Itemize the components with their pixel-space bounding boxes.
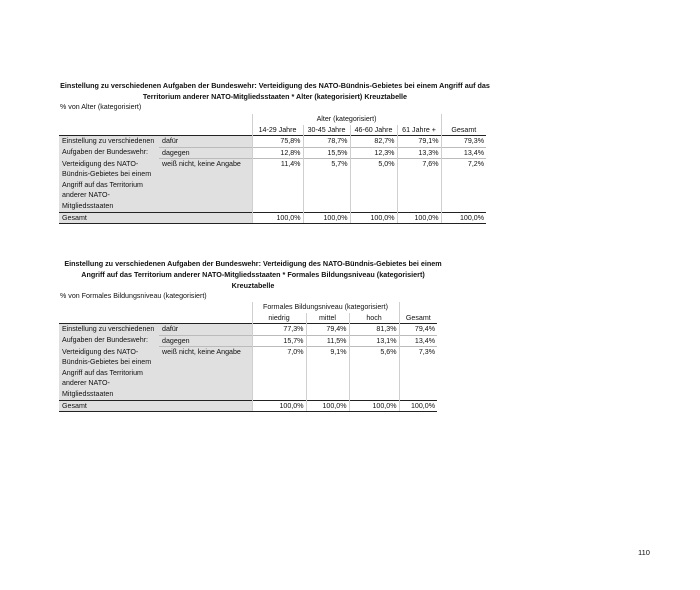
category-label: weiß nicht, keine Angabe xyxy=(159,347,252,401)
cell-value: 7,6% xyxy=(397,159,441,213)
table-row xyxy=(59,347,437,401)
table2-title-line1: Einstellung zu verschiedenen Aufgaben der Bundeswehr: Verteidigung des NATO-Bündnis-Gebietes bei einem xyxy=(64,259,442,268)
col-header: 61 Jahre + xyxy=(397,125,441,136)
col-header: niedrig xyxy=(252,313,306,324)
cell-value: 82,7% xyxy=(350,136,397,148)
row-label: Aufgaben der Bundeswehr: xyxy=(59,335,159,347)
row-label: Einstellung zu verschiedenen xyxy=(59,136,159,148)
cell-value: 5,7% xyxy=(303,159,350,213)
table2-title-line3: Kreuztabelle xyxy=(231,281,275,290)
cell-value: 77,3% xyxy=(252,324,306,336)
category-label: dafür xyxy=(159,324,252,336)
table1-note: % von Alter (kategorisiert) xyxy=(60,103,142,111)
cell-value: 9,1% xyxy=(306,347,349,401)
table2-title-line2: Angriff auf das Territorium anderer NATO-Mitgliedsstaaten * Formales Bildungsniveau (kategorisiert) xyxy=(81,270,425,279)
cell-value: 13,4% xyxy=(399,335,437,347)
cell-value: 100,0% xyxy=(306,400,349,412)
crosstab-age xyxy=(59,114,486,224)
cell-value: 79,1% xyxy=(397,136,441,148)
row-label: Verteidigung des NATO-Bündnis-Gebietes bei einem Angriff auf das Territorium anderer NATO-Mitgliedsstaaten xyxy=(59,347,159,401)
group-header: Formales Bildungsniveau (kategorisiert) xyxy=(252,302,399,313)
category-label: dagegen xyxy=(159,335,252,347)
col-header: hoch xyxy=(349,313,399,324)
table2-note: % von Formales Bildungsniveau (kategorisiert) xyxy=(60,292,207,300)
cell-value: 100,0% xyxy=(252,212,303,224)
table2-title xyxy=(58,258,448,291)
table-row xyxy=(59,159,486,213)
group-header: Alter (kategorisiert) xyxy=(252,114,441,125)
total-row xyxy=(59,212,486,224)
table-row xyxy=(59,136,486,148)
cell-value: 100,0% xyxy=(350,212,397,224)
cell-value: 79,4% xyxy=(399,324,437,336)
col-header: 46-60 Jahre xyxy=(350,125,397,136)
cell-value: 100,0% xyxy=(441,212,486,224)
cell-value: 7,0% xyxy=(252,347,306,401)
cell-value: 100,0% xyxy=(303,212,350,224)
cell-value: 81,3% xyxy=(349,324,399,336)
cell-value: 11,4% xyxy=(252,159,303,213)
row-label: Aufgaben der Bundeswehr: xyxy=(59,147,159,159)
cell-value: 15,7% xyxy=(252,335,306,347)
col-header: Gesamt xyxy=(399,313,437,324)
category-label: weiß nicht, keine Angabe xyxy=(159,159,252,213)
table1-title-line1: Einstellung zu verschiedenen Aufgaben der Bundeswehr: Verteidigung des NATO-Bündnis-Gebietes bei einem Angriff auf das xyxy=(60,81,490,90)
cell-value: 15,5% xyxy=(303,147,350,159)
col-header: Gesamt xyxy=(441,125,486,136)
table-row xyxy=(59,147,486,159)
col-header: 30-45 Jahre xyxy=(303,125,350,136)
cell-value: 100,0% xyxy=(399,400,437,412)
header-row-group xyxy=(59,114,486,125)
row-label: Einstellung zu verschiedenen xyxy=(59,324,159,336)
table-row xyxy=(59,335,437,347)
total-row xyxy=(59,400,437,412)
category-label: dafür xyxy=(159,136,252,148)
category-label: dagegen xyxy=(159,147,252,159)
cell-value: 78,7% xyxy=(303,136,350,148)
cell-value: 13,3% xyxy=(397,147,441,159)
cell-value: 100,0% xyxy=(397,212,441,224)
cell-value: 79,4% xyxy=(306,324,349,336)
cell-value: 75,8% xyxy=(252,136,303,148)
header-row-group xyxy=(59,302,437,313)
cell-value: 7,2% xyxy=(441,159,486,213)
col-header: 14-29 Jahre xyxy=(252,125,303,136)
page-number: 110 xyxy=(638,548,650,557)
crosstab-education xyxy=(59,302,437,412)
cell-value: 5,0% xyxy=(350,159,397,213)
total-label: Gesamt xyxy=(59,400,252,412)
cell-value: 13,1% xyxy=(349,335,399,347)
row-label: Verteidigung des NATO-Bündnis-Gebietes bei einem Angriff auf das Territorium anderer NATO-Mitgliedsstaaten xyxy=(59,159,159,213)
cell-value: 100,0% xyxy=(349,400,399,412)
table1-title xyxy=(55,80,495,102)
table-row xyxy=(59,324,437,336)
cell-value: 12,3% xyxy=(350,147,397,159)
cell-value: 11,5% xyxy=(306,335,349,347)
header-row-columns xyxy=(59,125,486,136)
table1-title-line2: Territorium anderer NATO-Mitgliedsstaaten * Alter (kategorisiert) Kreuztabelle xyxy=(142,92,408,101)
cell-value: 12,8% xyxy=(252,147,303,159)
header-row-columns xyxy=(59,313,437,324)
cell-value: 5,6% xyxy=(349,347,399,401)
cell-value: 79,3% xyxy=(441,136,486,148)
col-header: mittel xyxy=(306,313,349,324)
cell-value: 7,3% xyxy=(399,347,437,401)
total-label: Gesamt xyxy=(59,212,252,224)
cell-value: 13,4% xyxy=(441,147,486,159)
cell-value: 100,0% xyxy=(252,400,306,412)
